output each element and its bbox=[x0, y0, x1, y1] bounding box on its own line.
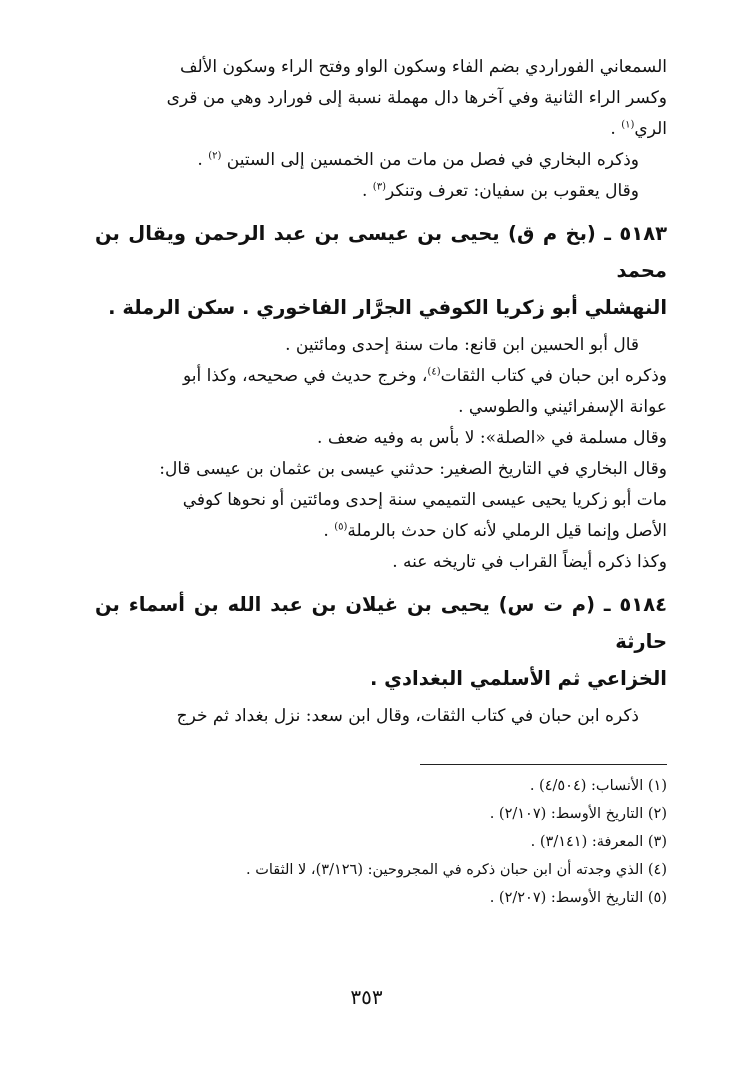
text-line: وقال مسلمة في «الصلة»: لا بأس به وفيه ضعف . bbox=[317, 428, 667, 448]
footnote-ref: (٥) bbox=[334, 521, 348, 533]
entry-heading-line: النهشلي أبو زكريا الكوفي الجرَّار الفاخوري . سكن الرملة . bbox=[108, 296, 667, 319]
page-number: ٣٥٣ bbox=[350, 985, 383, 1009]
text-line: وقال البخاري في التاريخ الصغير: حدثني عيسى بن عثمان بن عيسى قال: bbox=[159, 459, 667, 479]
entry-heading-line: ٥١٨٤ ـ (م ت س) يحيى بن غيلان بن عبد الله بن أسماء بن حارثة bbox=[95, 593, 667, 653]
footnote: (٤) الذي وجدته أن ابن حبان ذكره في المجروحين: (٣/١٢٦)، لا الثقات . bbox=[246, 862, 667, 878]
footnotes bbox=[95, 772, 667, 912]
text-line: وذكره ابن حبان في كتاب الثقات$^{(٤)}$، وخرج حديث في صحيحه، وكذا أبو bbox=[182, 366, 667, 386]
entry-heading-5184 bbox=[95, 586, 667, 697]
entry-heading-5183 bbox=[95, 215, 667, 326]
text-line: السمعاني الفوراردي بضم الفاء وسكون الواو وفتح الراء وسكون الألف bbox=[179, 57, 667, 77]
entry-heading-line: ٥١٨٣ ـ (بخ م ق) يحيى بن عيسى بن عبد الرحمن ويقال بن محمد bbox=[95, 222, 667, 282]
footnote: (١) الأنساب: (٤/٥٠٤) . bbox=[529, 778, 667, 794]
footnote-ref: (١) bbox=[621, 119, 635, 131]
footnote-ref: (٣) bbox=[372, 181, 386, 193]
text-line: مات أبو زكريا يحيى عيسى التميمي سنة إحدى ومائتين أو نحوها كوفي bbox=[182, 490, 667, 510]
footnote-separator bbox=[420, 764, 667, 765]
text-line: قال أبو الحسين ابن قانع: مات سنة إحدى ومائتين . bbox=[285, 335, 639, 355]
text-line: وقال يعقوب بن سفيان: تعرف وتنكر$^{(٣)}$ . bbox=[361, 181, 639, 201]
text-line: وكسر الراء الثانية وفي آخرها دال مهملة نسبة إلى فورارد وهي من قرى bbox=[166, 88, 667, 108]
text-line: الري$^{(١)}$ . bbox=[610, 119, 667, 139]
footnote: (٥) التاريخ الأوسط: (٢/٢٠٧) . bbox=[489, 890, 667, 906]
footnote-ref: (٤) bbox=[427, 366, 441, 378]
footnote-ref: (٢) bbox=[208, 150, 222, 162]
text-line: الأصل وإنما قيل الرملي لأنه كان حدث بالرملة$^{(٥)}$ . bbox=[323, 521, 667, 541]
entry-heading-line: الخزاعي ثم الأسلمي البغدادي . bbox=[369, 667, 667, 690]
text-line: ذكره ابن حبان في كتاب الثقات، وقال ابن سعد: نزل بغداد ثم خرج bbox=[176, 706, 639, 726]
main-text bbox=[95, 52, 667, 732]
text-line: وكذا ذكره أيضاً القراب في تاريخه عنه . bbox=[392, 552, 667, 572]
text-line: عوانة الإسفرائيني والطوسي . bbox=[458, 397, 667, 417]
footnote: (٣) المعرفة: (٣/١٤١) . bbox=[530, 834, 667, 850]
text-line: وذكره البخاري في فصل من مات من الخمسين إلى الستين $^{(٢)}$ . bbox=[197, 150, 639, 170]
footnote: (٢) التاريخ الأوسط: (٢/١٠٧) . bbox=[489, 806, 667, 822]
